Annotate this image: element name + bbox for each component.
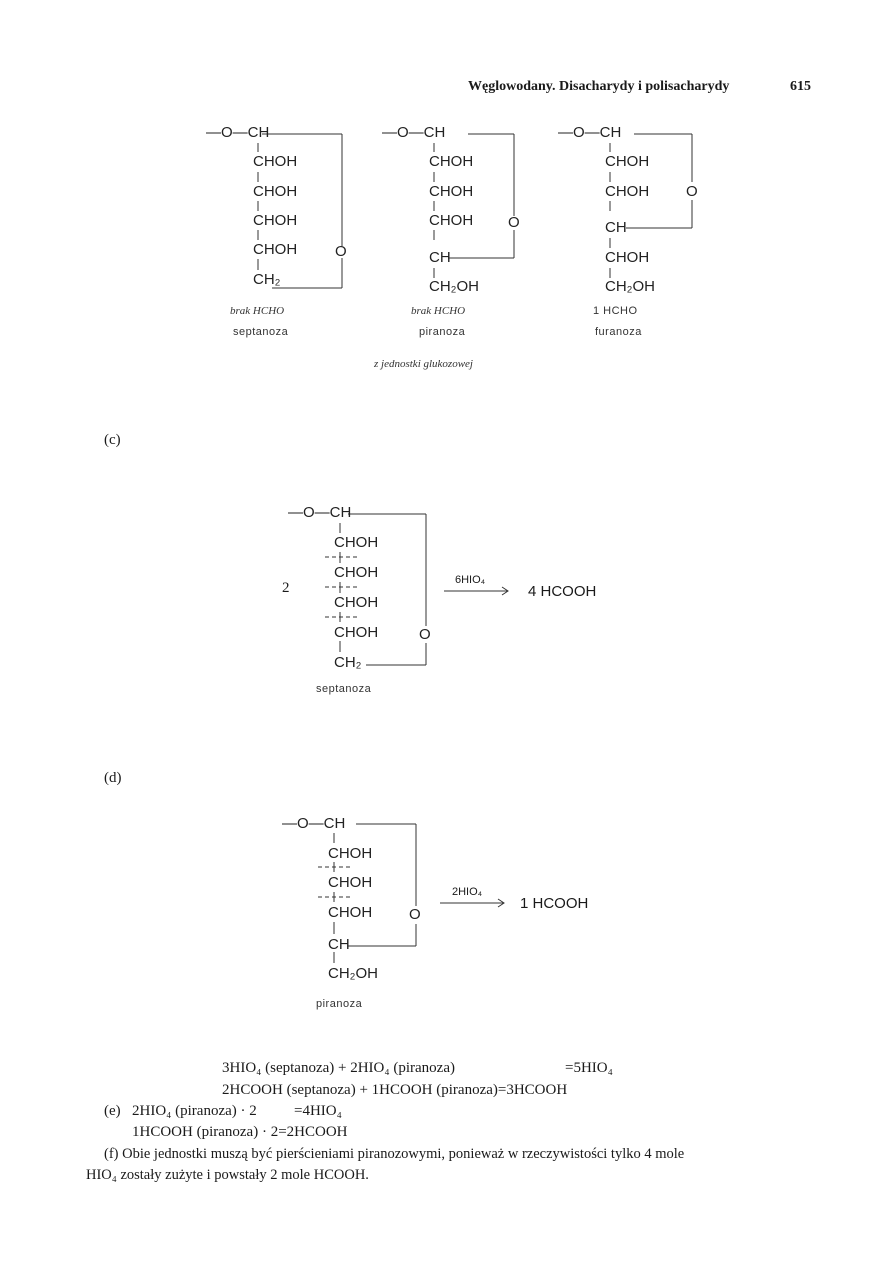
top-figure-caption: z jednostki glukozowej [374,358,473,370]
section-f-text-cont: HIO₄ zostały zużyte i powstały 2 mole HCOOH. [86,1167,369,1183]
equation-hio4-total-result: =5HIO₄ [565,1060,613,1076]
structure-name: piranoza [419,326,466,338]
chem-line: CHOH [334,564,379,581]
structure-note: brak HCHO [411,305,466,317]
chem-line: CH [429,249,451,266]
chem-line: CH₂OH [429,278,479,295]
chem-line: —O—CH [206,124,270,141]
chem-line: CHOH [429,153,474,170]
ring-oxygen: O [419,626,431,643]
section-d-label: (d) [104,770,122,786]
coefficient: 2 [282,580,290,596]
structure-note: brak HCHO [230,305,285,317]
chem-line: —O—CH [382,124,446,141]
reaction-reagent: 6HIO₄ [455,574,486,586]
chem-line: CH [328,936,350,953]
chem-line: CH₂OH [328,965,378,982]
ring-oxygen: O [335,243,347,260]
structure-name: piranoza [316,998,363,1010]
chem-line: —O—CH [558,124,622,141]
chem-line: CHOH [605,153,650,170]
chem-line: CHOH [328,904,373,921]
equation-hio4-total: 3HIO₄ (septanoza) + 2HIO₄ (piranoza) [222,1060,455,1076]
ring-oxygen: O [508,214,520,231]
chem-line: CHOH [605,249,650,266]
chem-line: CH₂OH [605,278,655,295]
chem-line: CHOH [429,212,474,229]
page-number: 615 [790,79,811,94]
chem-line: CH₂ [253,271,281,288]
chem-line: —O—CH [288,504,352,521]
chem-line: CHOH [253,153,298,170]
section-c-label: (c) [104,432,121,448]
chem-line: CHOH [328,845,373,862]
running-header-title: Węglowodany. Disacharydy i polisacharydy [468,79,730,94]
chem-line: CHOH [253,241,298,258]
chem-line: —O—CH [282,815,346,832]
structure-note: 1 HCHO [593,305,638,317]
chem-line: CHOH [328,874,373,891]
ring-oxygen: O [409,906,421,923]
structure-name: furanoza [595,326,642,338]
chem-line: CHOH [334,534,379,551]
chem-line: CH [605,219,627,236]
chem-line: CHOH [429,183,474,200]
equation-hcooh-total: 2HCOOH (septanoza) + 1HCOOH (piranoza)=3HCOOH [222,1082,568,1098]
reaction-product: 4 HCOOH [528,583,597,600]
chem-line: CHOH [253,183,298,200]
chem-line: CHOH [253,212,298,229]
section-e-label: (e) [104,1103,121,1119]
reaction-product: 1 HCOOH [520,895,589,912]
equation-e-hcooh: 1HCOOH (piranoza) · 2=2HCOOH [132,1124,348,1140]
section-f-text: (f) Obie jednostki muszą być pierścieniami piranozowymi, ponieważ w rzeczywistości tylko 4 mole [104,1146,685,1162]
equation-e-hio4-result: =4HIO₄ [294,1103,342,1119]
chem-line: CHOH [334,624,379,641]
ring-oxygen: O [686,183,698,200]
equation-e-hio4: 2HIO₄ (piranoza) · 2 [132,1103,257,1119]
chem-line: CHOH [334,594,379,611]
chem-line: CH₂ [334,654,362,671]
reaction-reagent: 2HIO₄ [452,886,483,898]
structure-name: septanoza [233,326,289,338]
chem-line: CHOH [605,183,650,200]
structure-name: septanoza [316,683,372,695]
